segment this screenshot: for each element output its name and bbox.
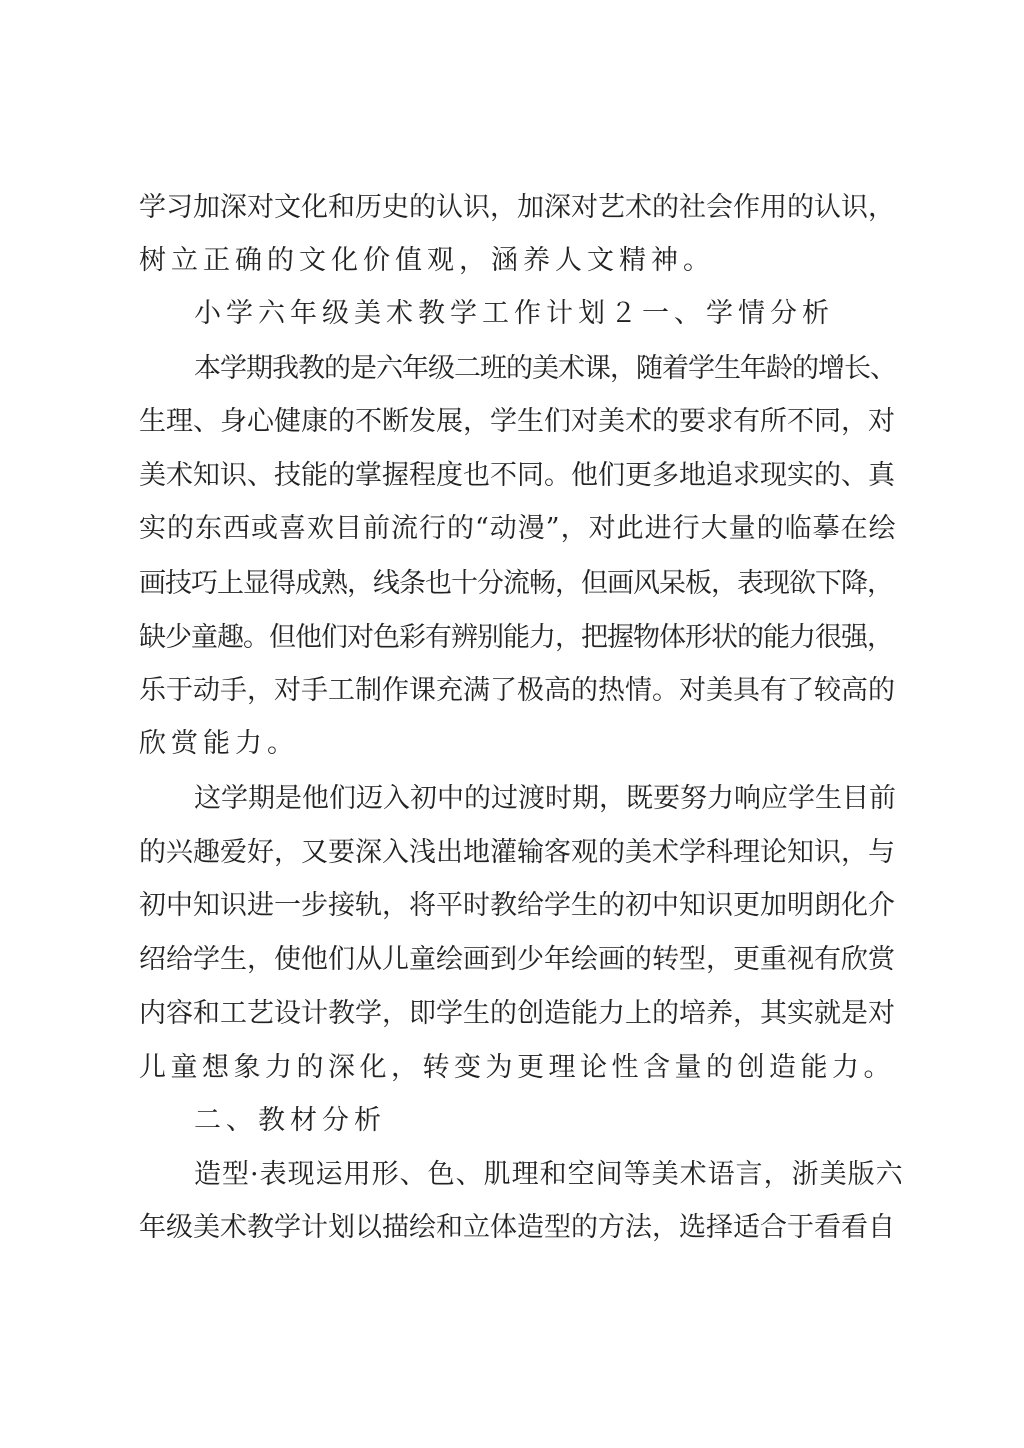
section-heading: 二、教材分析: [194, 1105, 386, 1136]
text-line: 树立正确的文化价值观，涵养人文精神。: [139, 245, 715, 276]
text-line: 这学期是他们迈入初中的过渡时期，既要努力响应学生目前: [194, 783, 896, 814]
text-line: 学习加深对文化和历史的认识，加深对艺术的社会作用的认识，: [139, 192, 895, 223]
text-line: 的兴趣爱好，又要深入浅出地灌输客观的美术学科理论知识，与: [139, 837, 895, 868]
text-line: 绍给学生，使他们从儿童绘画到少年绘画的转型，更重视有欣赏: [139, 944, 895, 975]
text-line: 初中知识进一步接轨，将平时教给学生的初中知识更加明朗化介: [139, 890, 895, 921]
text-line: 造型·表现运用形、色、肌理和空间等美术语言，浙美版六: [194, 1159, 904, 1190]
text-line: 儿童想象力的深化，转变为更理论性含量的创造能力。: [139, 1052, 895, 1083]
text-line: 缺少童趣。但他们对色彩有辨别能力，把握物体形状的能力很强，: [139, 622, 893, 653]
text-line: 实的东西或喜欢目前流行的“动漫”，对此进行大量的临摹在绘: [139, 513, 897, 544]
text-line: 年级美术教学计划以描绘和立体造型的方法，选择适合于看看自: [139, 1212, 895, 1243]
text-line: 美术知识、技能的掌握程度也不同。他们更多地追求现实的、真: [139, 460, 895, 491]
text-line: 内容和工艺设计教学，即学生的创造能力上的培养，其实就是对: [139, 998, 895, 1029]
section-heading: 小学六年级美术教学工作计划２一、学情分析: [194, 298, 834, 329]
text-line: 画技巧上显得成熟，线条也十分流畅，但画风呆板，表现欲下降，: [139, 568, 893, 599]
text-line: 本学期我教的是六年级二班的美术课，随着学生年龄的增长、: [194, 353, 896, 384]
text-line: 欣赏能力。: [139, 728, 299, 759]
text-line: 乐于动手，对手工制作课充满了极高的热情。对美具有了较高的: [139, 675, 895, 706]
text-line: 生理、身心健康的不断发展，学生们对美术的要求有所不同，对: [139, 406, 895, 437]
